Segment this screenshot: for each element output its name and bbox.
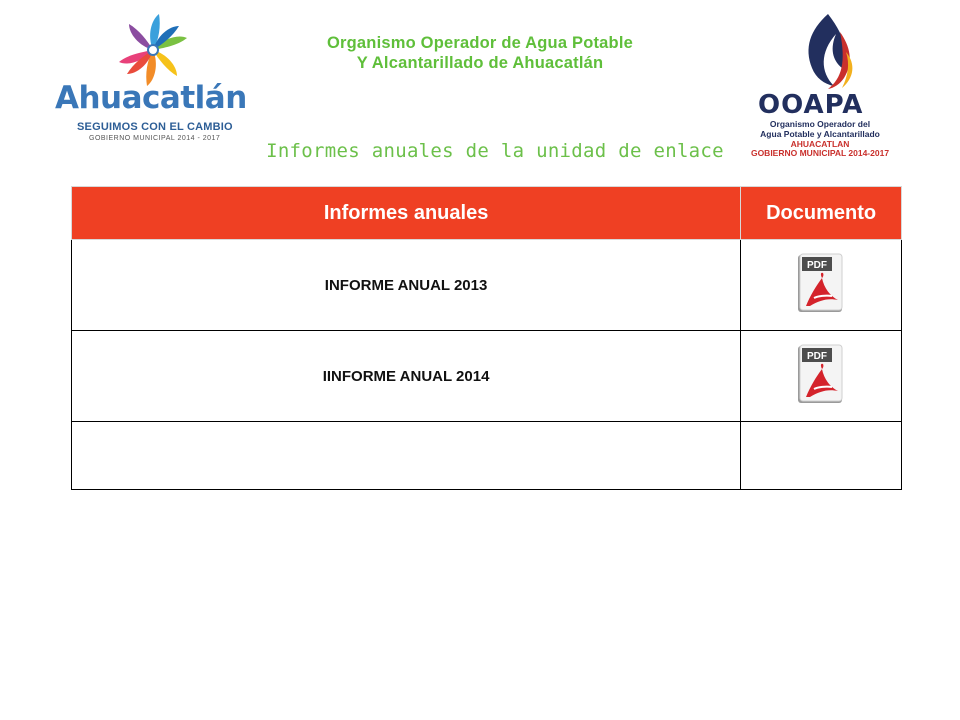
ooapa-brand: OOAPA <box>758 90 864 120</box>
ooapa-line1: Organismo Operador del <box>769 119 871 129</box>
ahuacatlan-wordmark: Ahuacatlán <box>55 80 247 116</box>
report-name-empty <box>72 422 741 490</box>
pinwheel-flower-icon <box>115 12 191 88</box>
ooapa-line2: Agua Potable y Alcantarillado <box>760 129 880 139</box>
ooapa-line4: GOBIERNO MUNICIPAL 2014-2017 <box>750 148 890 158</box>
pdf-icon[interactable] <box>796 252 846 314</box>
ahuacatlan-slogan: SEGUIMOS CON EL CAMBIO <box>77 121 233 133</box>
organization-title <box>230 33 730 73</box>
table-row <box>72 240 902 331</box>
report-name-2013: INFORME ANUAL 2013 <box>72 240 741 331</box>
organization-title-line1: Organismo Operador de Agua Potable <box>327 34 633 52</box>
svg-text:PDF: PDF <box>807 350 828 362</box>
table-row <box>72 422 902 490</box>
table-row <box>72 331 902 422</box>
table-header-row <box>72 187 902 240</box>
flame-drop-icon <box>790 12 860 92</box>
pdf-icon[interactable] <box>796 343 846 405</box>
ooapa-logo <box>740 12 900 158</box>
document-cell <box>741 331 902 422</box>
organization-title-line2: Y Alcantarillado de Ahuacatlán <box>356 54 604 72</box>
page-subtitle: Informes anuales de la unidad de enlace <box>266 140 724 162</box>
ahuacatlan-logo <box>55 12 245 147</box>
document-cell-empty <box>741 422 902 490</box>
svg-text:PDF: PDF <box>807 259 828 271</box>
header-document: Documento <box>741 187 902 240</box>
report-name-2014: IINFORME ANUAL 2014 <box>72 331 741 422</box>
ahuacatlan-government: GOBIERNO MUNICIPAL 2014 - 2017 <box>89 135 221 142</box>
annual-reports-table <box>71 186 902 490</box>
header-annual-reports: Informes anuales <box>72 187 741 240</box>
ooapa-line3: AHUACATLAN <box>790 139 850 149</box>
document-cell <box>741 240 902 331</box>
